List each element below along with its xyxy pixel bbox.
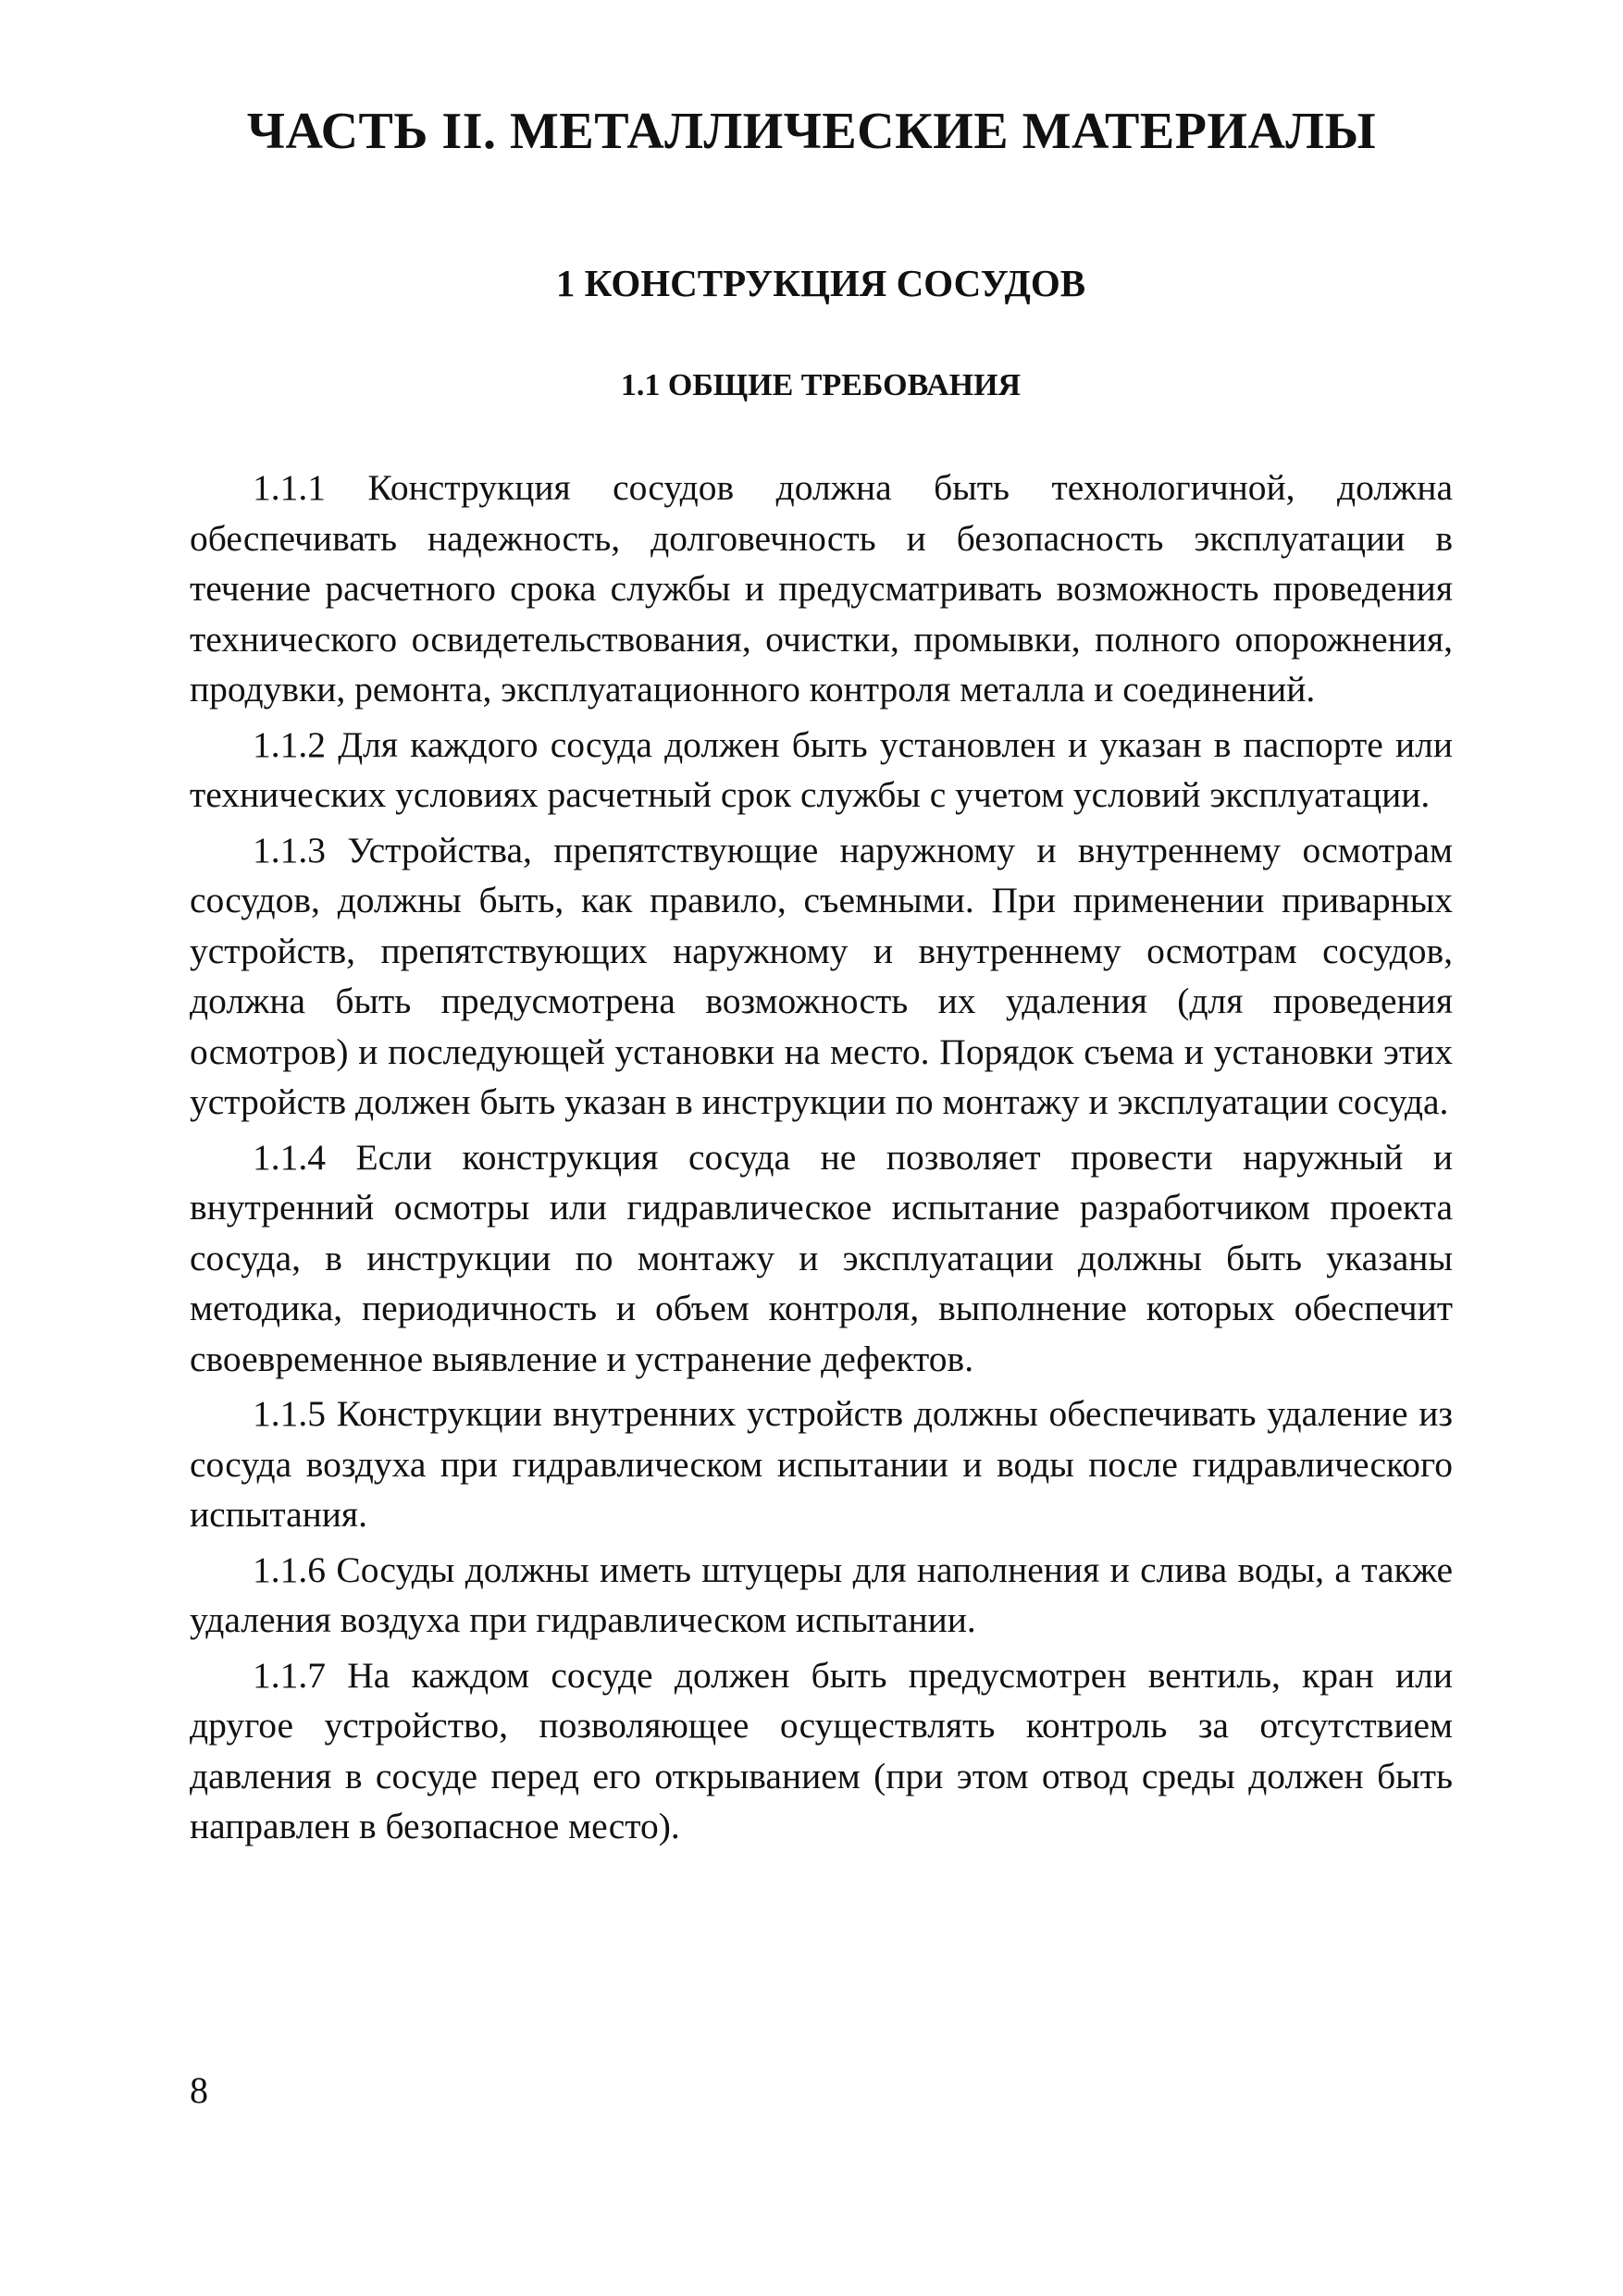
paragraph-text: Если конструкция сосуда не позволяет провести наружный и внутренний осмотры или гидравлическое испытание разработчиком проекта сосуда, в инструкции по монтажу и эксплуатации должны быть указаны методика, периодичность и объем контроля, выполнение которых обеспечит своевременное выявление и устранение дефектов. [190,1136,1453,1379]
paragraph-number: 1.1.5 [253,1393,326,1434]
body-text [190,463,1453,1857]
paragraph-number: 1.1.2 [253,723,326,765]
paragraph-text: Сосуды должны иметь штуцеры для наполнения и слива воды, а также удаления воздуха при гидравлическом испытании. [190,1549,1453,1640]
paragraph-1-1-2 [190,720,1453,821]
paragraph-number: 1.1.1 [253,467,326,508]
page-number: 8 [190,2069,208,2111]
paragraph-number: 1.1.4 [253,1136,326,1178]
paragraph-number: 1.1.3 [253,829,326,870]
section-title: 1.1 ОБЩИЕ ТРЕБОВАНИЯ [620,368,1022,402]
paragraph-text: Конструкция сосудов должна быть технологичной, должна обеспечивать надежность, долговечность и безопасность эксплуатации в течение расчетного срока службы и предусматривать возможность проведения технического освидетельствования, очистки, промывки, полного опорожнения, продувки, ремонта, эксплуатационного контроля металла и соединений. [190,467,1453,710]
paragraph-1-1-7 [190,1650,1453,1852]
paragraph-1-1-3 [190,825,1453,1128]
paragraph-text: Конструкции внутренних устройств должны обеспечивать удаление из сосуда воздуха при гидравлическом испытании и воды после гидравлического испытания. [190,1393,1453,1535]
part-title: ЧАСТЬ II. МЕТАЛЛИЧЕСКИЕ МАТЕРИАЛЫ [246,103,1377,160]
paragraph-number: 1.1.6 [253,1549,326,1590]
paragraph-1-1-6 [190,1545,1453,1646]
paragraph-text: Устройства, препятствующие наружному и внутреннему осмотрам сосудов, должны быть, как правило, съемными. При применении приварных устройств, препятствующих наружному и внутреннему осмотрам сосудов, должна быть предусмотрена возможность их удаления (для проведения осмотров) и последующей установки на место. Порядок съема и установки этих устройств должен быть указан в инструкции по монтажу и эксплуатации сосуда. [190,829,1453,1122]
chapter-title: 1 КОНСТРУКЦИЯ СОСУДОВ [555,262,1086,304]
paragraph-number: 1.1.7 [253,1654,326,1696]
paragraph-1-1-1 [190,463,1453,715]
paragraph-1-1-5 [190,1389,1453,1540]
paragraph-text: На каждом сосуде должен быть предусмотрен вентиль, кран или другое устройство, позволяющее осуществлять контроль за отсутствием давления в сосуде перед его открыванием (при этом отвод среды должен быть направлен в безопасное место). [190,1654,1453,1846]
paragraph-1-1-4 [190,1132,1453,1385]
paragraph-text: Для каждого сосуда должен быть установлен и указан в паспорте или технических условиях расчетный срок службы с учетом условий эксплуатации. [190,723,1453,815]
